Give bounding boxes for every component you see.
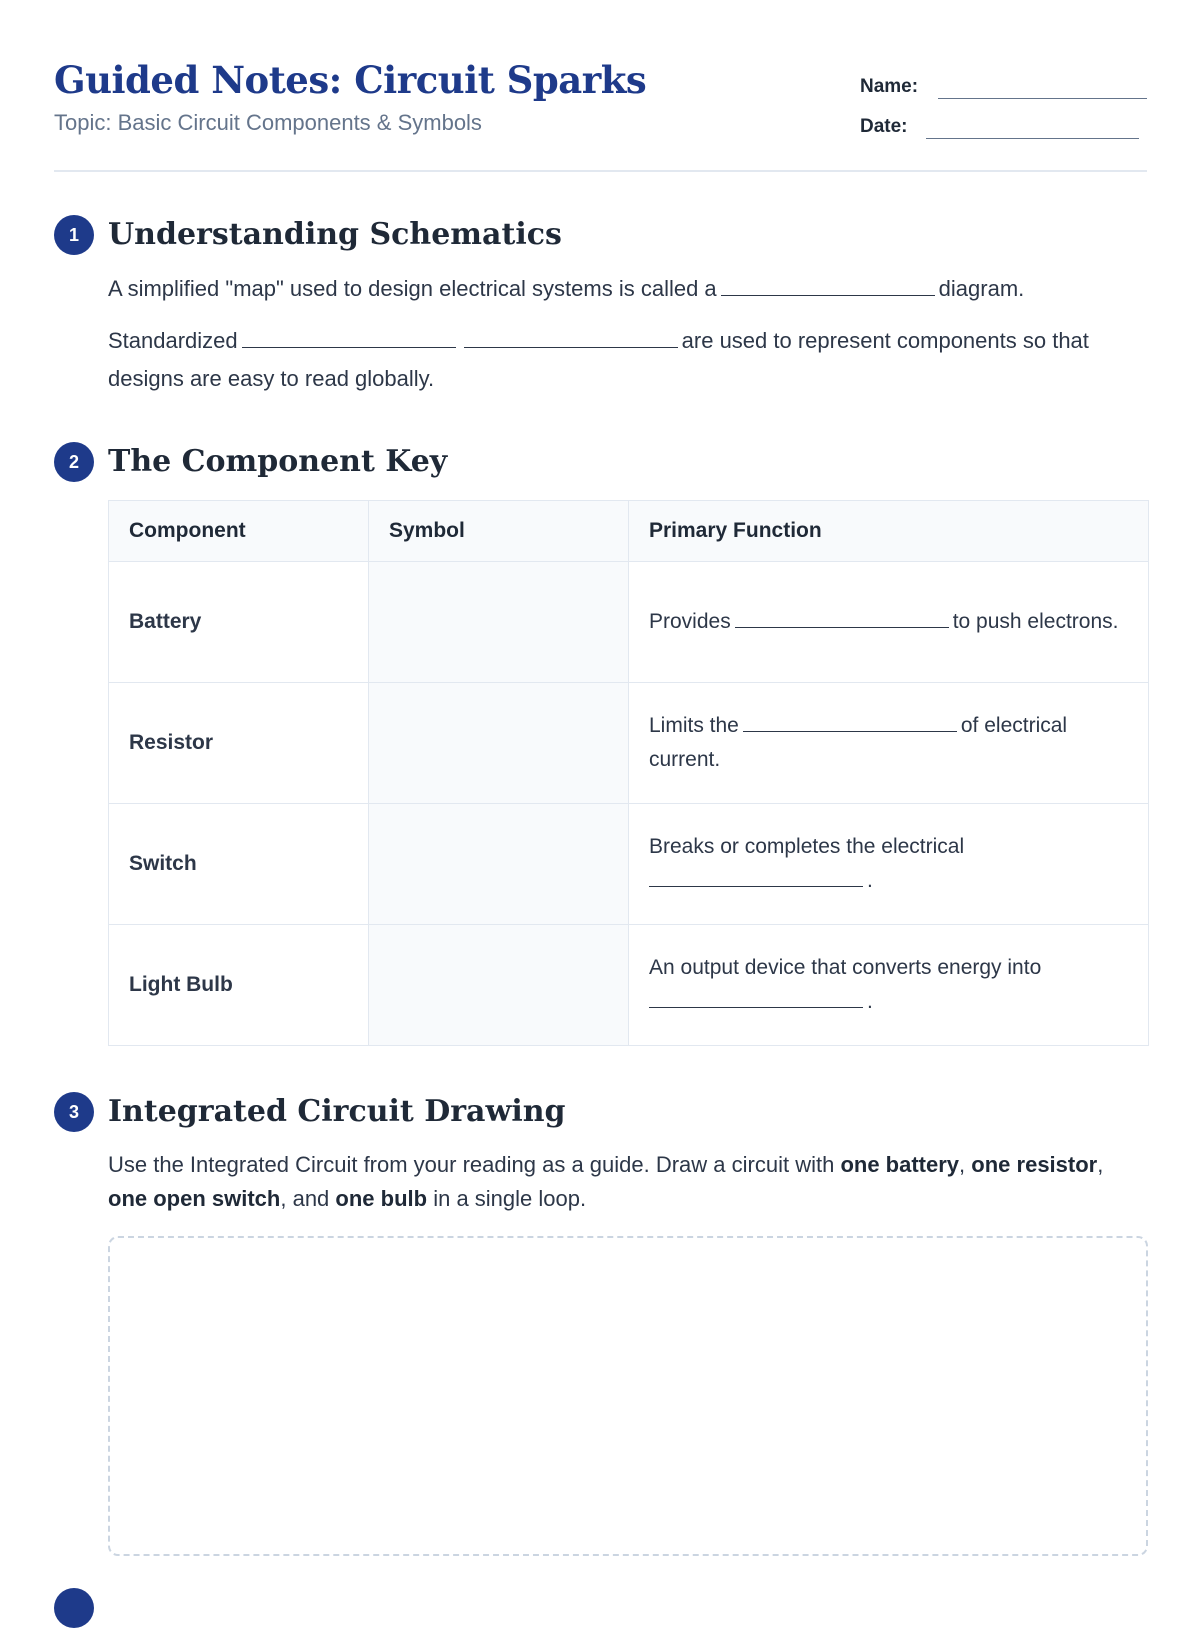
worksheet-header (54, 56, 1147, 172)
column-header-symbol: Symbol (369, 501, 629, 562)
function-blank[interactable] (649, 864, 863, 887)
schematic-prompt-2 (108, 322, 1148, 398)
instruction-resistor: one resistor (971, 1152, 1098, 1177)
table-row (109, 804, 1149, 925)
instruction-battery: one battery (840, 1152, 960, 1177)
section-2-title: The Component Key (108, 444, 448, 479)
function-cell (629, 925, 1149, 1046)
symbol-drawing-cell[interactable] (369, 562, 629, 683)
prompt-2-end: are used to represent components so that designs are easy to read globally. (108, 328, 1089, 391)
instruction-sep: , and (280, 1186, 330, 1211)
function-cell (629, 562, 1149, 683)
schematic-prompt-1 (108, 270, 1148, 308)
name-field[interactable] (938, 98, 1147, 99)
function-text-end: . (867, 869, 873, 892)
function-text-end: of electrical current. (649, 714, 1068, 771)
component-name: Switch (109, 804, 369, 925)
section-3-title: Integrated Circuit Drawing (108, 1094, 566, 1129)
instruction-text: Use the Integrated Circuit from your reading as a guide. Draw a circuit with (108, 1152, 835, 1177)
function-text: An output device that converts energy into (649, 956, 1042, 979)
function-blank[interactable] (649, 985, 863, 1008)
date-field[interactable] (926, 138, 1139, 139)
page-subtitle: Topic: Basic Circuit Components & Symbols (54, 110, 482, 135)
symbol-drawing-cell[interactable] (369, 804, 629, 925)
table-row (109, 562, 1149, 683)
symbol-drawing-cell[interactable] (369, 925, 629, 1046)
table-row (109, 925, 1149, 1046)
prompt-2-text: Standardized (108, 328, 238, 353)
function-blank[interactable] (735, 605, 949, 628)
circuit-drawing-area[interactable] (108, 1236, 1148, 1556)
function-blank[interactable] (743, 709, 957, 732)
table-header-row (109, 501, 1149, 562)
function-text: Limits the (649, 714, 739, 737)
function-cell (629, 683, 1149, 804)
instruction-end: in a single loop. (433, 1186, 587, 1211)
instruction-bulb: one bulb (335, 1186, 428, 1211)
component-name: Resistor (109, 683, 369, 804)
function-text-end: to push electrons. (952, 610, 1119, 633)
prompt-1-text: A simplified "map" used to design electrical systems is called a (108, 276, 717, 301)
instruction-sep: , (1097, 1152, 1104, 1177)
section-1-number: 1 (54, 215, 94, 255)
component-key-table (108, 500, 1149, 1046)
function-cell (629, 804, 1149, 925)
symbol-drawing-cell[interactable] (369, 683, 629, 804)
section-3-number: 3 (54, 1092, 94, 1132)
drawing-instructions (108, 1148, 1148, 1216)
function-text-end: . (867, 990, 873, 1013)
function-text: Provides (649, 610, 731, 633)
function-text: Breaks or completes the electrical (649, 835, 965, 858)
component-name: Battery (109, 562, 369, 683)
section-2-number: 2 (54, 442, 94, 482)
instruction-switch: one open switch (108, 1186, 281, 1211)
name-label: Name: (860, 76, 919, 97)
page-title: Guided Notes: Circuit Sparks (54, 58, 647, 102)
column-header-function: Primary Function (629, 501, 1149, 562)
instruction-sep: , (959, 1152, 966, 1177)
column-header-component: Component (109, 501, 369, 562)
blank-standard-word-1[interactable] (242, 325, 456, 348)
prompt-1-end: diagram. (938, 276, 1025, 301)
component-name: Light Bulb (109, 925, 369, 1046)
table-row (109, 683, 1149, 804)
date-label: Date: (860, 116, 908, 137)
blank-standard-word-2[interactable] (464, 325, 678, 348)
blank-diagram-type[interactable] (721, 273, 935, 296)
section-4-number-partial (54, 1588, 94, 1628)
section-1-title: Understanding Schematics (108, 217, 562, 252)
